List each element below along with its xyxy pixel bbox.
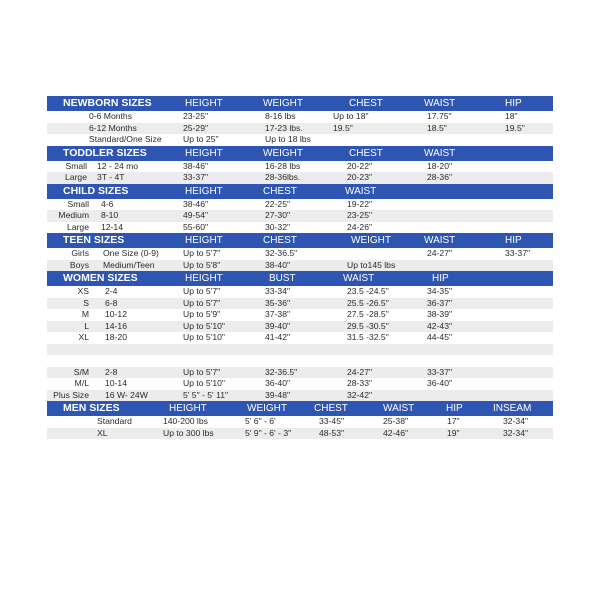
column-header: HEIGHT bbox=[185, 273, 223, 284]
table-cell: 32-36.5" bbox=[265, 248, 298, 258]
section-title: TODDLER SIZES bbox=[63, 146, 147, 159]
table-row bbox=[47, 416, 553, 428]
table-cell: 25.5 -26.5" bbox=[347, 297, 389, 308]
column-header: HIP bbox=[505, 235, 522, 246]
table-cell: 38-46" bbox=[183, 160, 209, 171]
table-cell: Plus Size bbox=[53, 389, 89, 400]
column-header: HEIGHT bbox=[185, 235, 223, 246]
table-cell: M/L bbox=[74, 378, 89, 388]
table-row bbox=[47, 161, 553, 173]
table-row bbox=[47, 378, 553, 390]
table-cell: 24-27" bbox=[427, 248, 453, 258]
table-cell: 0-6 Months bbox=[89, 111, 132, 121]
section-title: CHILD SIZES bbox=[63, 184, 129, 197]
section-header-teen bbox=[47, 233, 553, 248]
section-child bbox=[47, 184, 553, 234]
table-cell: 34-35" bbox=[427, 286, 453, 296]
table-row bbox=[47, 222, 553, 234]
size-chart bbox=[47, 96, 553, 439]
table-cell: 48-53" bbox=[319, 427, 345, 438]
table-cell: Up to 18 lbs bbox=[265, 134, 311, 144]
table-cell: 33-37" bbox=[427, 366, 453, 377]
column-header: INSEAM bbox=[493, 403, 532, 414]
table-cell: Large bbox=[67, 221, 89, 232]
table-cell: 5' 5" - 5' 11" bbox=[183, 389, 229, 400]
table-row bbox=[47, 123, 553, 135]
column-header: WAIST bbox=[424, 98, 456, 109]
table-cell: Up to145 lbs bbox=[347, 259, 396, 270]
table-cell: 2-8 bbox=[105, 366, 118, 377]
table-cell: 8-10 bbox=[101, 210, 119, 220]
table-cell: 12-14 bbox=[101, 221, 123, 232]
table-cell: 18" bbox=[505, 111, 518, 121]
table-cell: 32-36.5" bbox=[265, 366, 298, 377]
section-header-newborn bbox=[47, 96, 553, 111]
table-cell: 20-23" bbox=[347, 172, 373, 182]
table-cell: 27-30" bbox=[265, 210, 291, 220]
table-cell: 32-34" bbox=[503, 416, 529, 426]
table-cell: 38-40" bbox=[265, 259, 291, 270]
table-cell: Up to 5'9" bbox=[183, 309, 221, 319]
table-cell: 33-34" bbox=[265, 286, 291, 296]
table-cell: 49-54" bbox=[183, 210, 209, 220]
table-cell: Small bbox=[67, 198, 89, 209]
column-header: BUST bbox=[269, 273, 296, 284]
column-header: WAIST bbox=[424, 147, 456, 159]
table-cell: Girls bbox=[71, 248, 89, 258]
table-cell: 30-32" bbox=[265, 221, 291, 232]
section-header-toddler bbox=[47, 146, 553, 161]
table-row bbox=[47, 321, 553, 333]
table-cell: 27.5 -28.5" bbox=[347, 309, 389, 319]
table-cell: 17.75" bbox=[427, 111, 452, 121]
table-cell: 28-33" bbox=[347, 378, 373, 388]
table-cell: Up to 300 lbs bbox=[163, 427, 214, 438]
table-cell: 10-14 bbox=[105, 378, 127, 388]
table-cell: Up to 5'10" bbox=[183, 332, 225, 342]
table-cell: L bbox=[84, 320, 89, 331]
table-cell: 33-37" bbox=[183, 172, 209, 182]
table-row bbox=[47, 332, 553, 344]
table-cell: 28-36" bbox=[427, 172, 453, 182]
table-cell: 24-26" bbox=[347, 221, 373, 232]
table-cell: 32-34" bbox=[503, 427, 529, 438]
table-cell: Medium bbox=[58, 210, 89, 220]
table-cell: S bbox=[83, 297, 89, 308]
table-cell: 39-48" bbox=[265, 389, 291, 400]
table-row bbox=[47, 428, 553, 440]
table-cell: 19.5" bbox=[333, 122, 353, 133]
column-header: WAIST bbox=[343, 273, 375, 284]
table-cell: 25-29" bbox=[183, 122, 209, 133]
table-cell: 16-28 lbs bbox=[265, 160, 301, 171]
table-cell: 12 - 24 mo bbox=[97, 160, 139, 171]
table-cell: Standard/One Size bbox=[89, 134, 162, 144]
table-row bbox=[47, 248, 553, 260]
table-cell: 23-25" bbox=[183, 111, 209, 121]
column-header: HIP bbox=[505, 98, 522, 109]
table-cell: 25-38" bbox=[383, 416, 409, 426]
table-cell: 8-16 lbs bbox=[265, 111, 296, 121]
table-cell: 37-38" bbox=[265, 309, 291, 319]
column-header: HEIGHT bbox=[185, 98, 223, 109]
section-header-men bbox=[47, 401, 553, 416]
table-cell: 2-4 bbox=[105, 286, 118, 296]
table-cell: XL bbox=[78, 332, 89, 342]
table-cell: One Size (0-9) bbox=[103, 248, 159, 258]
table-cell: 36-40" bbox=[427, 378, 453, 388]
table-cell: Up to 25" bbox=[183, 134, 219, 144]
table-cell: 4-6 bbox=[101, 198, 114, 209]
column-header: WEIGHT bbox=[263, 147, 303, 159]
table-cell: Medium/Teen bbox=[103, 259, 155, 270]
table-cell: 42-46" bbox=[383, 427, 409, 438]
table-cell: 18-20" bbox=[427, 160, 453, 171]
table-cell: S/M bbox=[73, 366, 89, 377]
table-cell: 140-200 lbs bbox=[163, 416, 208, 426]
table-cell: Up to 5'8" bbox=[183, 259, 221, 270]
table-cell: 20-22" bbox=[347, 160, 373, 171]
table-cell: Large bbox=[65, 172, 87, 182]
table-row bbox=[47, 298, 553, 310]
column-header: WEIGHT bbox=[247, 403, 287, 414]
section-women bbox=[47, 271, 553, 401]
table-cell: M bbox=[81, 309, 89, 319]
table-cell: 31.5 -32.5" bbox=[347, 332, 389, 342]
section-newborn bbox=[47, 96, 553, 146]
table-cell: 32-42" bbox=[347, 389, 373, 400]
table-cell: Up to 5'10" bbox=[183, 378, 225, 388]
column-header: WEIGHT bbox=[263, 98, 303, 109]
section-toddler bbox=[47, 146, 553, 184]
table-cell: 5' 9" - 6' - 3" bbox=[245, 427, 292, 438]
table-row bbox=[47, 367, 553, 379]
section-title: WOMEN SIZES bbox=[63, 272, 138, 284]
table-cell: 18-20 bbox=[105, 332, 127, 342]
column-header: CHEST bbox=[349, 98, 383, 109]
table-row bbox=[47, 286, 553, 298]
table-cell: 17" bbox=[447, 416, 460, 426]
table-cell: 36-40" bbox=[265, 378, 291, 388]
section-header-women bbox=[47, 271, 553, 286]
table-cell: 14-16 bbox=[105, 320, 127, 331]
table-row bbox=[47, 172, 553, 184]
table-cell: 19" bbox=[447, 427, 460, 438]
table-row bbox=[47, 344, 553, 356]
table-cell: 35-36" bbox=[265, 297, 291, 308]
table-cell: 38-46" bbox=[183, 198, 209, 209]
section-title: TEEN SIZES bbox=[63, 234, 125, 246]
table-cell: 17-23 lbs. bbox=[265, 122, 303, 133]
section-header-child bbox=[47, 184, 553, 199]
table-row bbox=[47, 199, 553, 211]
table-row bbox=[47, 134, 553, 146]
table-cell: 36-37" bbox=[427, 297, 453, 308]
table-cell: 38-39" bbox=[427, 309, 453, 319]
table-cell: 33-45" bbox=[319, 416, 345, 426]
column-header: HIP bbox=[432, 273, 449, 284]
table-cell: 16 W- 24W bbox=[105, 389, 148, 400]
table-cell: 19-22" bbox=[347, 198, 373, 209]
table-cell: 24-27" bbox=[347, 366, 373, 377]
table-row bbox=[47, 390, 553, 402]
column-header: HEIGHT bbox=[185, 185, 223, 197]
table-cell: Up to 5'7" bbox=[183, 366, 221, 377]
table-cell: 44-45" bbox=[427, 332, 453, 342]
table-cell: Up to 5'7" bbox=[183, 297, 221, 308]
table-cell: 18.5" bbox=[427, 122, 447, 133]
column-header: CHEST bbox=[349, 147, 383, 159]
table-cell: Small bbox=[65, 160, 87, 171]
table-cell: 23-25" bbox=[347, 210, 373, 220]
table-row bbox=[47, 260, 553, 272]
column-header: HEIGHT bbox=[169, 403, 207, 414]
table-cell: Up to 5'7" bbox=[183, 286, 221, 296]
column-header: CHEST bbox=[263, 235, 297, 246]
table-cell: 42-43" bbox=[427, 320, 453, 331]
table-cell: 19.5" bbox=[505, 122, 525, 133]
table-cell: 41-42" bbox=[265, 332, 291, 342]
table-cell: Up to 5'10" bbox=[183, 320, 225, 331]
section-title: MEN SIZES bbox=[63, 402, 120, 414]
table-cell: 33-37" bbox=[505, 248, 531, 258]
table-cell: 23.5 -24.5" bbox=[347, 286, 389, 296]
column-header: HIP bbox=[446, 403, 463, 414]
table-row bbox=[47, 111, 553, 123]
table-row bbox=[47, 309, 553, 321]
table-cell: XL bbox=[97, 427, 108, 438]
column-header: WAIST bbox=[383, 403, 415, 414]
table-cell: XS bbox=[77, 286, 89, 296]
table-cell: 3T - 4T bbox=[97, 172, 125, 182]
section-title: NEWBORN SIZES bbox=[63, 97, 152, 109]
table-cell: 55-60" bbox=[183, 221, 209, 232]
table-cell: 6-12 Months bbox=[89, 122, 137, 133]
column-header: HEIGHT bbox=[185, 147, 223, 159]
column-header: CHEST bbox=[314, 403, 348, 414]
table-cell: 6-8 bbox=[105, 297, 118, 308]
column-header: WEIGHT bbox=[351, 235, 391, 246]
column-header: WAIST bbox=[345, 185, 377, 197]
section-men bbox=[47, 401, 553, 439]
table-row bbox=[47, 210, 553, 222]
table-cell: 39-40" bbox=[265, 320, 291, 331]
table-cell: 28-36lbs. bbox=[265, 172, 301, 182]
table-cell: Up to 18" bbox=[333, 111, 369, 121]
table-cell: 10-12 bbox=[105, 309, 127, 319]
column-header: WAIST bbox=[424, 235, 456, 246]
table-row bbox=[47, 355, 553, 367]
table-cell: 29.5 -30.5" bbox=[347, 320, 389, 331]
table-cell: 5' 6" - 6' bbox=[245, 416, 276, 426]
table-cell: Up to 5'7" bbox=[183, 248, 221, 258]
table-cell: 22-25" bbox=[265, 198, 291, 209]
table-cell: Boys bbox=[69, 259, 89, 270]
table-cell: Standard bbox=[97, 416, 132, 426]
column-header: CHEST bbox=[263, 185, 297, 197]
section-teen bbox=[47, 233, 553, 271]
